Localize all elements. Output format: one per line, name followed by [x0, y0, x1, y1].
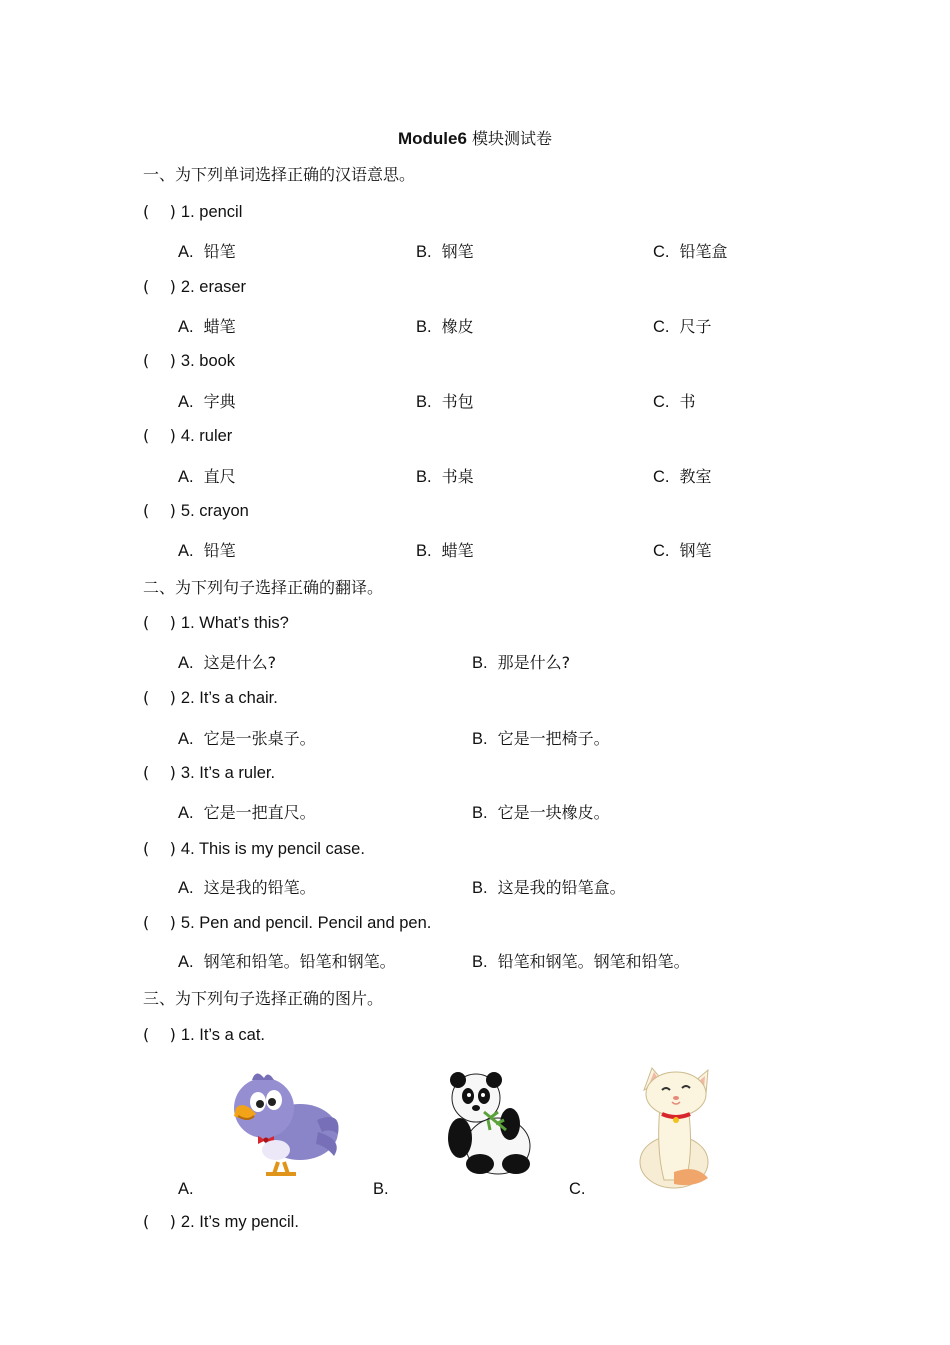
- text-span: A.: [178, 804, 194, 822]
- text-span: B.: [472, 879, 488, 897]
- text-span: A.: [178, 953, 194, 971]
- text-span: 1. pencil: [180, 203, 243, 221]
- text-span: B.: [416, 243, 432, 261]
- s2-q4-option-b: [472, 875, 626, 898]
- text-span: 3. book: [180, 352, 236, 370]
- text-span: B.: [472, 654, 488, 672]
- s1-q2-option-c: [653, 314, 712, 337]
- text-span: 字典: [203, 392, 236, 411]
- text-span: A.: [178, 468, 194, 486]
- s1-q5-option-a: [178, 538, 236, 561]
- text-span: C.: [653, 318, 670, 336]
- text-span: 1. It’s a cat.: [180, 1026, 265, 1044]
- s2-question-4: [143, 839, 365, 859]
- s1-q2-option-a: [178, 314, 236, 337]
- text-span: 尺子: [679, 317, 712, 336]
- text-span: 铅笔盒: [679, 242, 728, 261]
- text-span: A.: [178, 243, 194, 261]
- text-span: A.: [178, 879, 194, 897]
- text-span: 它是一把椅子。: [497, 729, 610, 748]
- text-span: 这是我的铅笔。: [203, 878, 316, 897]
- text-span: ( ): [143, 501, 176, 520]
- s1-question-2: [143, 277, 246, 297]
- section-1-heading: 一、为下列单词选择正确的汉语意思。: [143, 165, 416, 184]
- text-span: ( ): [143, 763, 176, 782]
- text-span: 它是一把直尺。: [203, 803, 316, 822]
- cat-picture: [634, 1060, 720, 1192]
- s1-q2-option-b: [416, 314, 474, 337]
- text-span: 铅笔: [203, 242, 236, 261]
- text-span: 钢笔: [441, 242, 474, 261]
- page-title: [0, 126, 950, 149]
- s2-q4-option-a: [178, 875, 316, 898]
- text-span: C.: [653, 393, 670, 411]
- text-span: 4. This is my pencil case.: [180, 840, 365, 858]
- text-span: A.: [178, 318, 194, 336]
- text-span: 教室: [679, 467, 712, 486]
- text-span: A.: [178, 730, 194, 748]
- s3-question-2: [143, 1212, 299, 1232]
- text-span: A.: [178, 393, 194, 411]
- s3-picture-label-c: C.: [569, 1180, 586, 1198]
- s2-q1-option-a: [178, 650, 276, 673]
- text-span: 蜡笔: [203, 317, 236, 336]
- text-span: ( ): [143, 839, 176, 858]
- text-span: ( ): [143, 613, 176, 632]
- s2-question-5: [143, 913, 431, 933]
- text-span: 2. It’s my pencil.: [180, 1213, 299, 1231]
- s1-q4-option-a: [178, 464, 236, 487]
- text-span: 橡皮: [441, 317, 474, 336]
- text-span: B.: [416, 542, 432, 560]
- text-span: 这是什么?: [203, 653, 277, 672]
- s2-question-1: [143, 613, 289, 633]
- text-span: A.: [178, 542, 194, 560]
- text-span: 2. eraser: [180, 278, 247, 296]
- s3-picture-label-a: A.: [178, 1180, 194, 1198]
- text-span: 那是什么?: [497, 653, 571, 672]
- s1-question-5: [143, 501, 249, 521]
- text-span: 5. crayon: [180, 502, 249, 520]
- s1-question-3: [143, 351, 235, 371]
- s1-q5-option-b: [416, 538, 474, 561]
- s1-q3-option-b: [416, 389, 474, 412]
- panda-picture: [440, 1068, 536, 1180]
- text-span: 钢笔和铅笔。铅笔和钢笔。: [203, 952, 396, 971]
- text-span: ( ): [143, 1025, 176, 1044]
- text-span: A.: [178, 654, 194, 672]
- text-span: 书: [679, 392, 696, 411]
- text-span: 钢笔: [679, 541, 712, 560]
- s1-q4-option-c: [653, 464, 712, 487]
- text-span: 蜡笔: [441, 541, 474, 560]
- text-span: C.: [653, 468, 670, 486]
- s1-q5-option-c: [653, 538, 712, 561]
- s1-q1-option-c: [653, 239, 728, 262]
- s2-q2-option-a: [178, 726, 316, 749]
- text-span: 书桌: [441, 467, 474, 486]
- s2-q5-option-a: [178, 949, 396, 972]
- s1-question-4: [143, 426, 232, 446]
- s3-question-1: [143, 1025, 265, 1045]
- s1-q1-option-b: [416, 239, 474, 262]
- s2-q5-option-b: [472, 949, 690, 972]
- s2-q3-option-a: [178, 800, 316, 823]
- text-span: ( ): [143, 1212, 176, 1231]
- text-span: 5. Pen and pencil. Pencil and pen.: [180, 914, 432, 932]
- text-span: C.: [653, 542, 670, 560]
- s1-q1-option-a: [178, 239, 236, 262]
- section-2-heading: 二、为下列句子选择正确的翻译。: [143, 578, 384, 597]
- s2-question-3: [143, 763, 275, 783]
- text-span: ( ): [143, 202, 176, 221]
- text-span: 铅笔: [203, 541, 236, 560]
- text-span: 这是我的铅笔盒。: [497, 878, 626, 897]
- s2-q2-option-b: [472, 726, 610, 749]
- text-span: 它是一块橡皮。: [497, 803, 610, 822]
- text-span: C.: [653, 243, 670, 261]
- s1-q3-option-a: [178, 389, 236, 412]
- text-span: 书包: [441, 392, 474, 411]
- title-chinese: 模块测试卷: [472, 129, 553, 148]
- section-3-heading: 三、为下列句子选择正确的图片。: [143, 989, 384, 1008]
- text-span: 4. ruler: [180, 427, 233, 445]
- text-span: B.: [416, 318, 432, 336]
- text-span: B.: [472, 953, 488, 971]
- text-span: 铅笔和钢笔。钢笔和铅笔。: [497, 952, 690, 971]
- text-span: B.: [416, 468, 432, 486]
- title-english: Module6: [397, 129, 467, 148]
- text-span: 2. It’s a chair.: [180, 689, 278, 707]
- text-span: ( ): [143, 426, 176, 445]
- text-span: 3. It’s a ruler.: [180, 764, 276, 782]
- text-span: ( ): [143, 277, 176, 296]
- text-span: ( ): [143, 913, 176, 932]
- s1-q3-option-c: [653, 389, 696, 412]
- text-span: B.: [416, 393, 432, 411]
- s2-q3-option-b: [472, 800, 610, 823]
- text-span: 直尺: [203, 467, 236, 486]
- text-span: ( ): [143, 351, 176, 370]
- bird-picture: [222, 1070, 344, 1180]
- s2-question-2: [143, 688, 278, 708]
- s3-picture-label-b: B.: [373, 1180, 389, 1198]
- text-span: 它是一张桌子。: [203, 729, 316, 748]
- text-span: 1. What’s this?: [180, 614, 289, 632]
- text-span: B.: [472, 730, 488, 748]
- text-span: B.: [472, 804, 488, 822]
- s1-question-1: [143, 202, 242, 222]
- s2-q1-option-b: [472, 650, 570, 673]
- text-span: ( ): [143, 688, 176, 707]
- s1-q4-option-b: [416, 464, 474, 487]
